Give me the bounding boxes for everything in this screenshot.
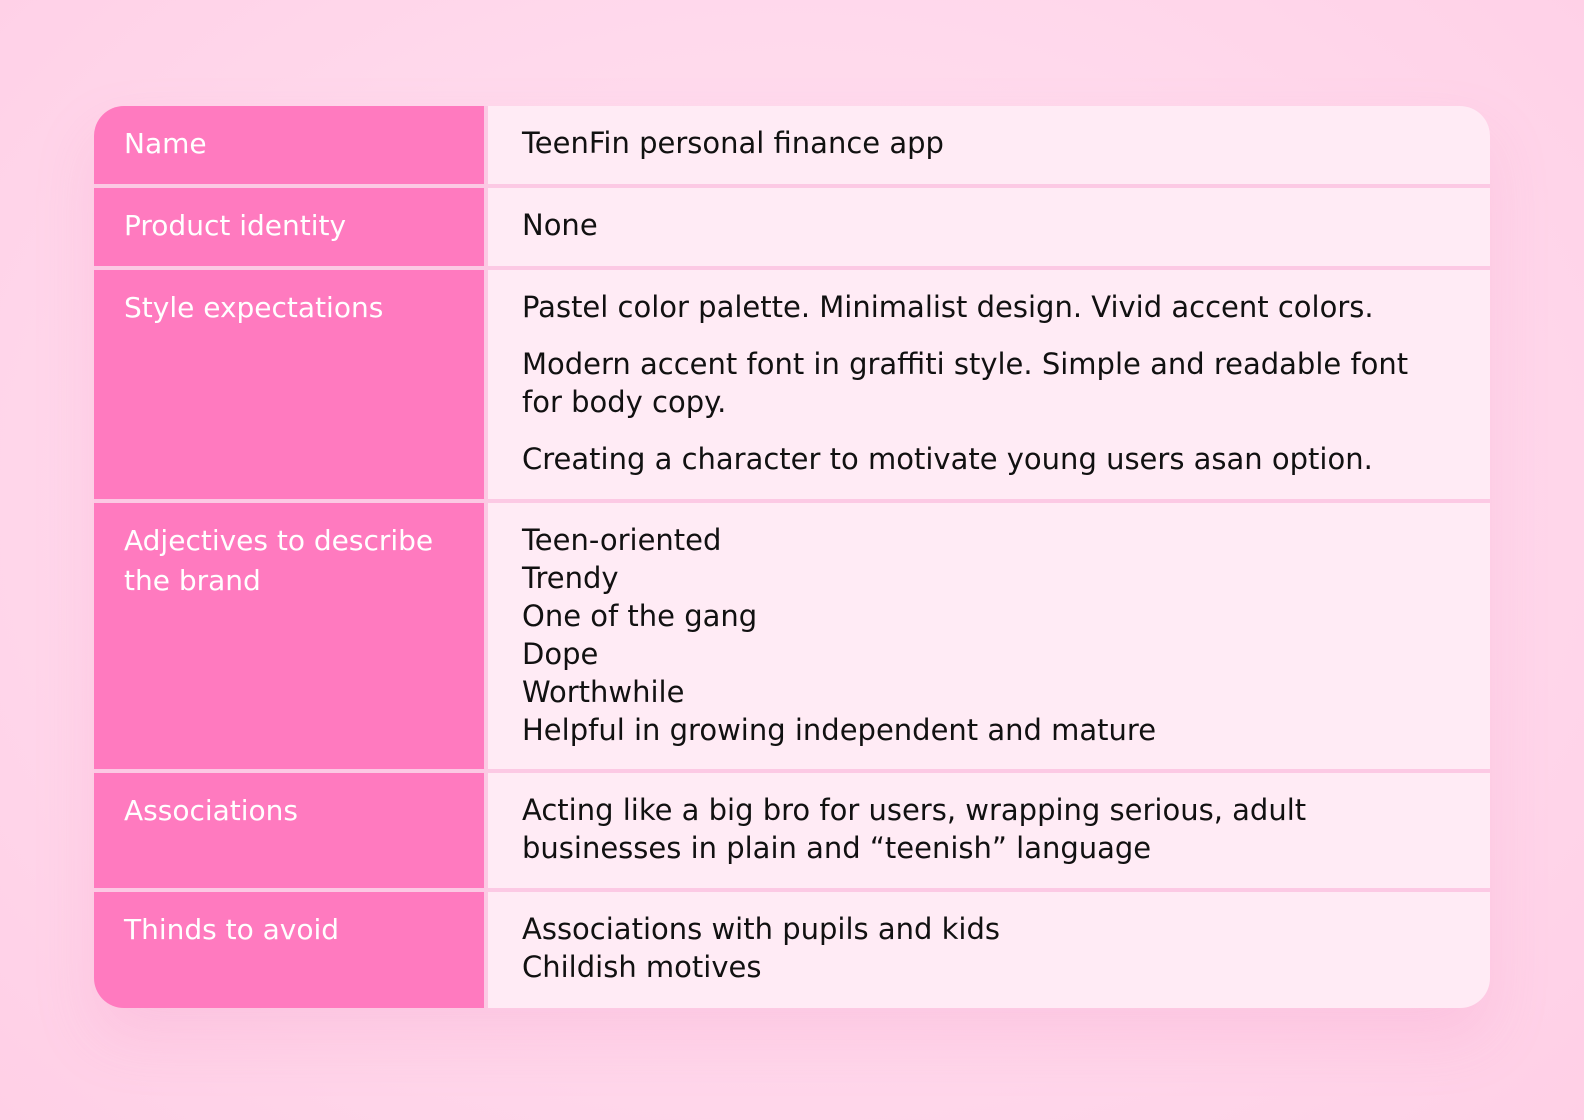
list-item: One of the gang	[522, 599, 758, 633]
paragraph: Modern accent font in graffiti style. Simple and readable font for body copy.	[522, 347, 1409, 419]
row-value: Acting like a big bro for users, wrapping serious, adult businesses in plain and “teenish” language	[488, 773, 1490, 888]
paragraph: Pastel color palette. Minimalist design. Vivid accent colors.	[522, 290, 1374, 324]
table-row-associations	[94, 773, 1490, 888]
row-value: None	[488, 188, 1490, 266]
list-item: Worthwhile	[522, 675, 685, 709]
list-item: Dope	[522, 637, 599, 671]
row-label: Style expectations	[94, 270, 484, 499]
row-label: Adjectives to describe the brand	[94, 503, 484, 769]
row-label: Name	[94, 106, 484, 184]
table-row-adjectives	[94, 503, 1490, 769]
row-value	[488, 503, 1490, 769]
list-item: Trendy	[522, 561, 619, 595]
paragraph: Creating a character to motivate young users asan option.	[522, 442, 1373, 476]
list-item: Teen-oriented	[522, 523, 722, 557]
row-label: Product identity	[94, 188, 484, 266]
brief-table	[94, 106, 1490, 1008]
list-item: Associations with pupils and kids	[522, 912, 1000, 946]
row-label: Thinds to avoid	[94, 892, 484, 1008]
row-label: Associations	[94, 773, 484, 888]
table-row-name	[94, 106, 1490, 184]
row-value: TeenFin personal finance app	[488, 106, 1490, 184]
row-value	[488, 892, 1490, 1008]
row-value	[488, 270, 1490, 499]
table-row-style-expectations	[94, 270, 1490, 499]
list-item: Helpful in growing independent and mature	[522, 713, 1157, 747]
table-row-product-identity	[94, 188, 1490, 266]
list-item: Childish motives	[522, 950, 762, 984]
table-row-things-to-avoid	[94, 892, 1490, 1008]
